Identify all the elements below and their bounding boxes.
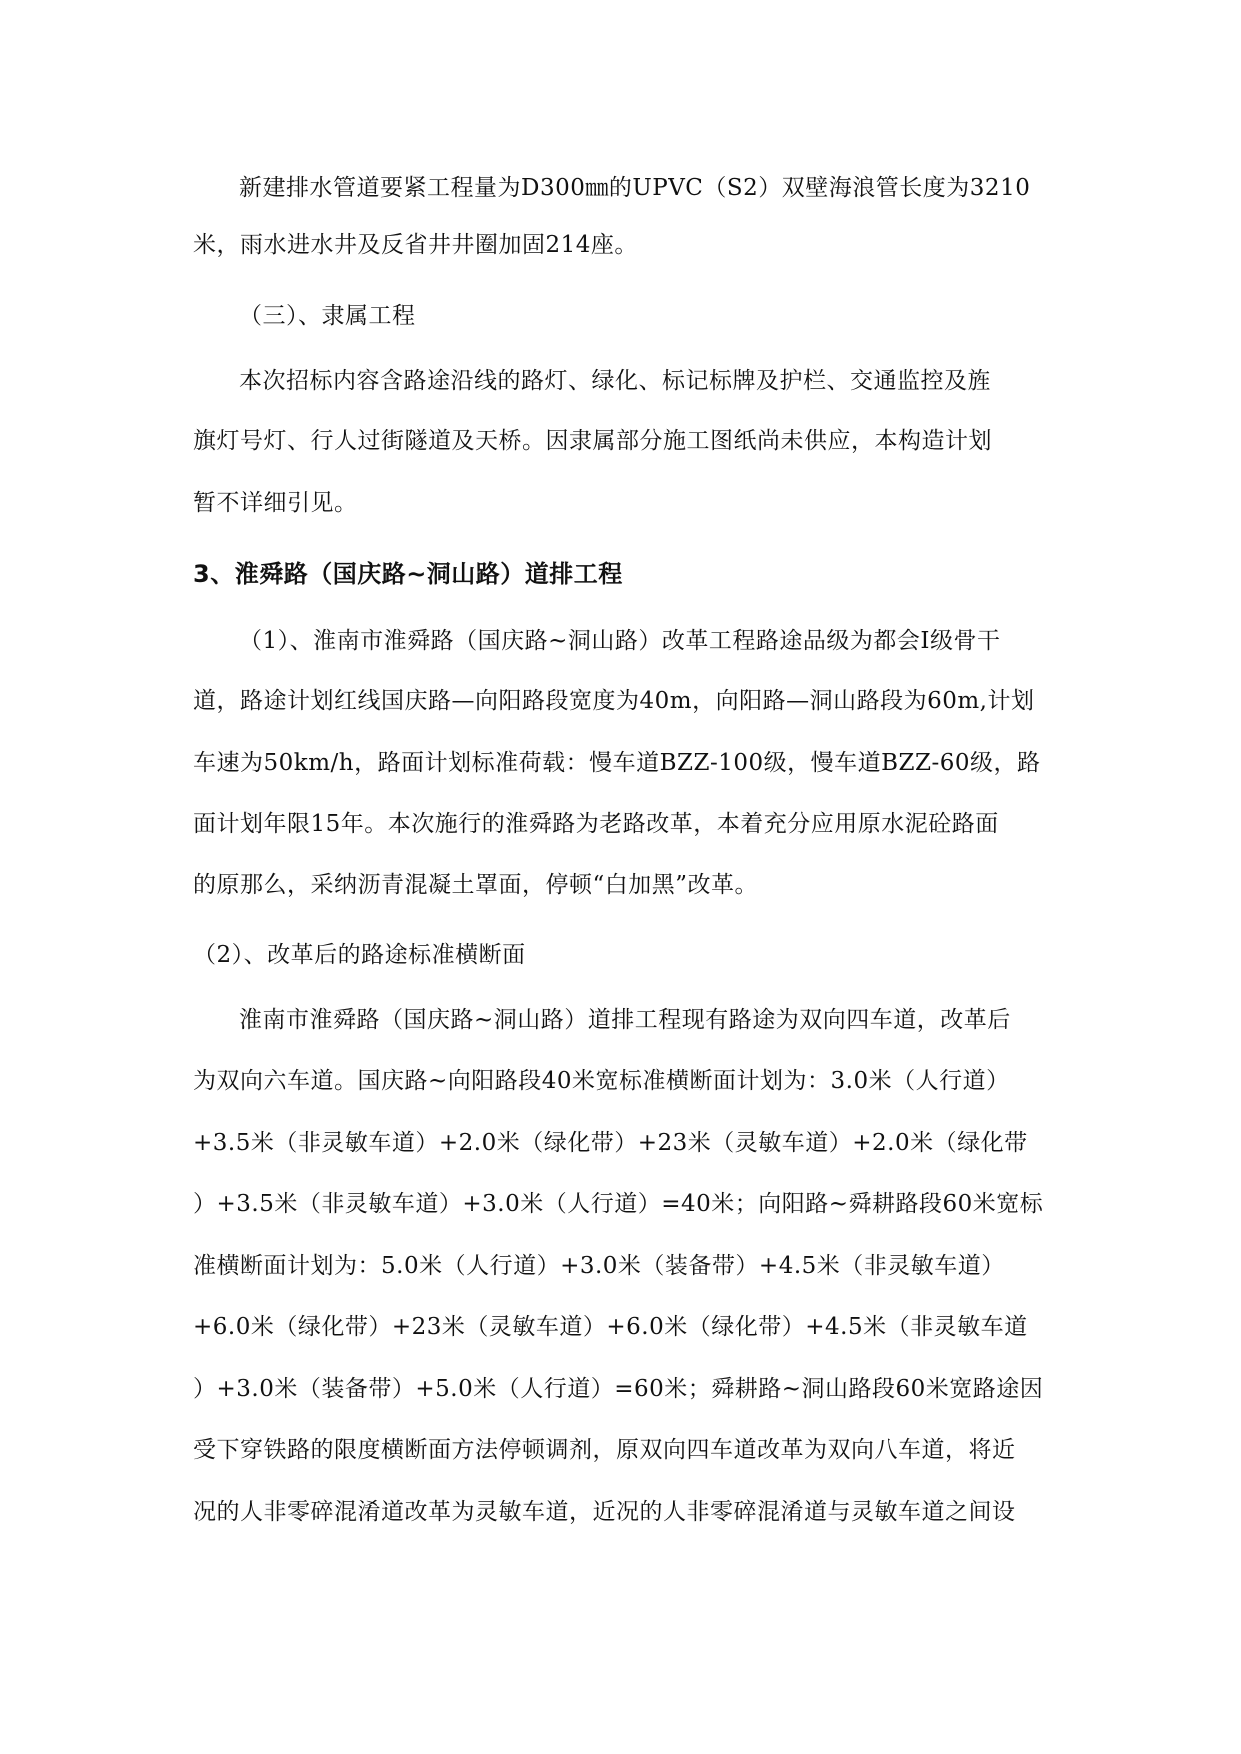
subsection-heading: （2）、改革后的路途标准横断面 bbox=[193, 942, 526, 968]
paragraph-line: 本次招标内容含路途沿线的路灯、绿化、标记标牌及护栏、交通监控及旌 bbox=[239, 368, 991, 394]
paragraph-line: 的原那么，采纳沥青混凝土罩面，停顿“白加黑”改革。 bbox=[193, 872, 759, 898]
section-heading: 3、淮舜路（国庆路~洞山路）道排工程 bbox=[193, 560, 623, 588]
paragraph-line: 道，路途计划红线国庆路—向阳路段宽度为40m，向阳路—洞山路段为60m,计划 bbox=[193, 688, 1035, 714]
paragraph-line: 新建排水管道要紧工程量为D300㎜的UPVC（S2）双壁海浪管长度为3210 bbox=[239, 175, 1031, 201]
paragraph-line: 面计划年限15年。本次施行的淮舜路为老路改革，本着充分应用原水泥砼路面 bbox=[193, 811, 999, 837]
paragraph-line: ）+3.0米（装备带）+5.0米（人行道）=60米；舜耕路~洞山路段60米宽路途因 bbox=[193, 1376, 1044, 1402]
paragraph-line: 米，雨水进水井及反省井井圈加固214座。 bbox=[193, 232, 638, 258]
paragraph-line: 受下穿铁路的限度横断面方法停顿调剂，原双向四车道改革为双向八车道，将近 bbox=[193, 1437, 1016, 1463]
paragraph-line: ）+3.5米（非灵敏车道）+3.0米（人行道）=40米；向阳路~舜耕路段60米宽标 bbox=[193, 1191, 1044, 1217]
paragraph-line: 准横断面计划为：5.0米（人行道）+3.0米（装备带）+4.5米（非灵敏车道） bbox=[193, 1253, 1005, 1279]
paragraph-line: 淮南市淮舜路（国庆路~洞山路）道排工程现有路途为双向四车道，改革后 bbox=[239, 1007, 1011, 1033]
paragraph-line: 况的人非零碎混淆道改革为灵敏车道，近况的人非零碎混淆道与灵敏车道之间设 bbox=[193, 1499, 1016, 1525]
paragraph-line: +6.0米（绿化带）+23米（灵敏车道）+6.0米（绿化带）+4.5米（非灵敏车道 bbox=[193, 1314, 1028, 1340]
paragraph-line: （1）、淮南市淮舜路（国庆路~洞山路）改革工程路途品级为都会Ⅰ级骨干 bbox=[239, 628, 1001, 654]
paragraph-line: 暂不详细引见。 bbox=[193, 490, 358, 516]
subsection-heading: （三）、隶属工程 bbox=[239, 303, 416, 329]
paragraph-line: 为双向六车道。国庆路~向阳路段40米宽标准横断面计划为：3.0米（人行道） bbox=[193, 1068, 1010, 1094]
paragraph-line: 车速为50km/h，路面计划标准荷载：慢车道BZZ-100级，慢车道BZZ-60级，路 bbox=[193, 750, 1041, 776]
paragraph-line: +3.5米（非灵敏车道）+2.0米（绿化带）+23米（灵敏车道）+2.0米（绿化带 bbox=[193, 1130, 1028, 1156]
paragraph-line: 旗灯号灯、行人过街隧道及天桥。因隶属部分施工图纸尚未供应，本构造计划 bbox=[193, 428, 992, 454]
